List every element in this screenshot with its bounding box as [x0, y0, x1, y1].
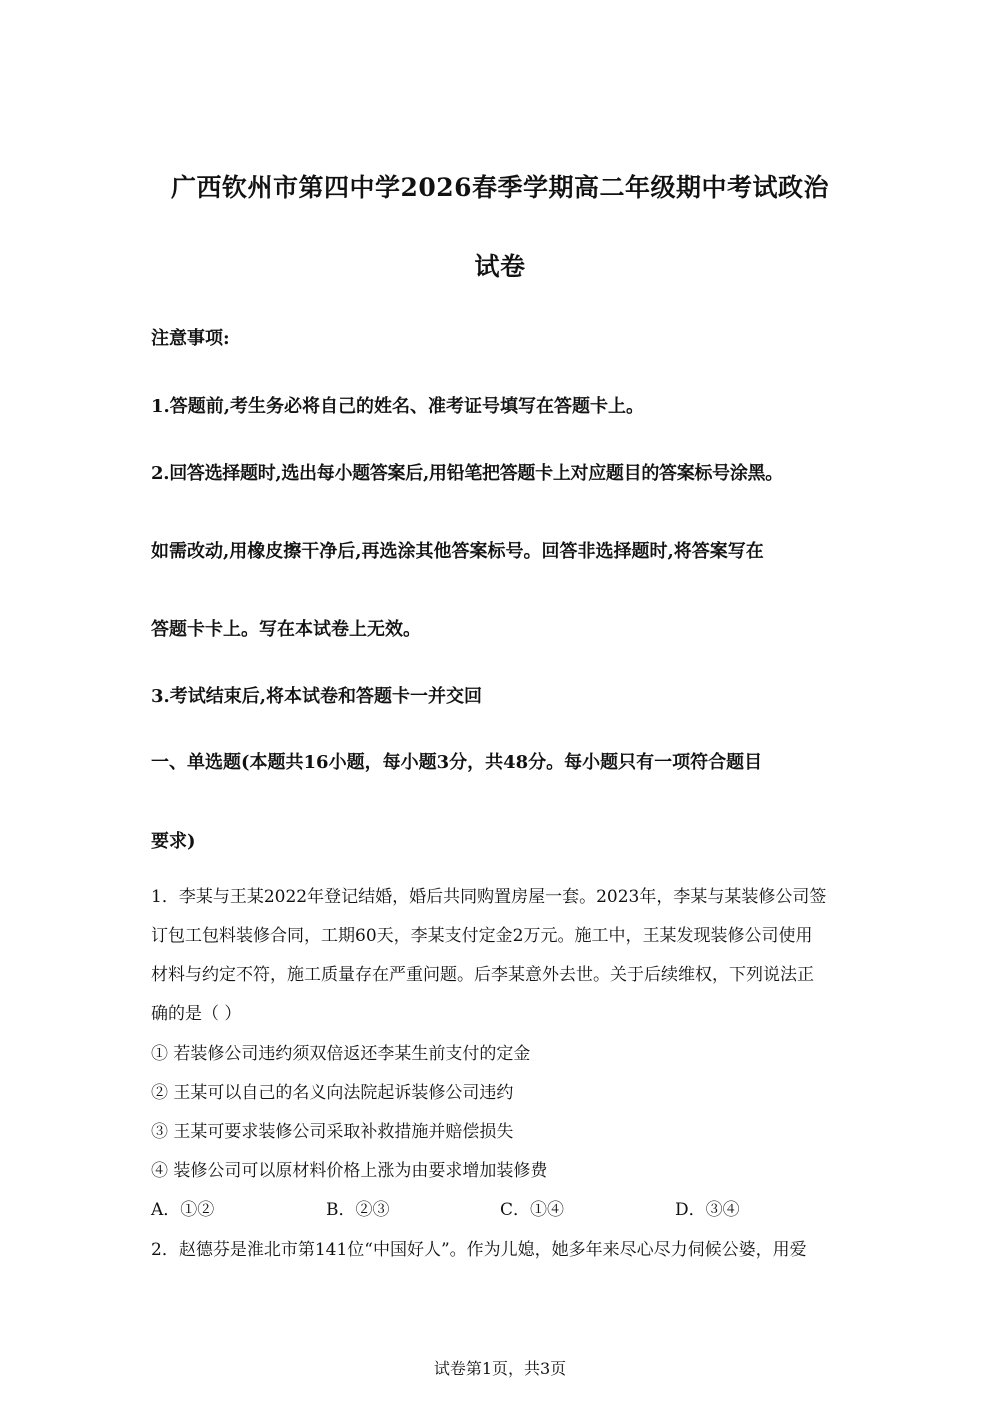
notice-item-2-line1: 2.回答选择题时,选出每小题答案后,用铅笔把答题卡上对应题目的答案标号涂黑。 — [151, 463, 783, 484]
section-heading-line1: 一、单选题(本题共16小题，每小题3分，共48分。每小题只有一项符合题目 — [151, 752, 763, 773]
question-1-line4: 确的是（ ） — [151, 1004, 242, 1024]
notice-item-1: 1.答题前,考生务必将自己的姓名、准考证号填写在答题卡上。 — [151, 396, 645, 417]
page-footer: 试卷第1页，共3页 — [433, 1359, 567, 1378]
notice-item-3: 3.考试结束后,将本试卷和答题卡一并交回 — [151, 686, 483, 707]
question-1-line2: 订包工包料装修合同，工期60天，李某支付定金2万元。施工中，王某发现装修公司使用 — [151, 926, 813, 946]
statement-3: ③ 王某可要求装修公司采取补救措施并赔偿损失 — [151, 1122, 514, 1142]
section-heading-line2: 要求) — [151, 831, 196, 852]
statement-1: ① 若装修公司违约须双倍返还李某生前支付的定金 — [151, 1044, 531, 1064]
question-1-line1: 1．李某与王某2022年登记结婚，婚后共同购置房屋一套。2023年，李某与某装修公司签 — [151, 887, 827, 907]
question-1-line3: 材料与约定不符，施工质量存在严重问题。后李某意外去世。关于后续维权，下列说法正 — [151, 965, 814, 985]
statement-2: ② 王某可以自己的名义向法院起诉装修公司违约 — [151, 1083, 514, 1103]
option-c: C．①④ — [500, 1200, 565, 1220]
notice-item-2-line2: 如需改动,用橡皮擦干净后,再选涂其他答案标号。回答非选择题时,将答案写在 — [151, 541, 764, 562]
exam-title-line2: 试卷 — [474, 252, 526, 281]
statement-4: ④ 装修公司可以原材料价格上涨为由要求增加装修费 — [151, 1161, 548, 1181]
option-d: D．③④ — [675, 1200, 740, 1220]
option-a: A．①② — [151, 1200, 215, 1220]
question-2-line1: 2．赵德芬是淮北市第141位“中国好人”。作为儿媳，她多年来尽心尽力伺候公婆，用爱 — [151, 1240, 807, 1260]
exam-title-line1: 广西钦州市第四中学2026春季学期高二年级期中考试政治 — [170, 173, 830, 202]
notice-heading: 注意事项: — [151, 328, 230, 349]
notice-item-2-line3: 答题卡卡上。写在本试卷上无效。 — [151, 619, 421, 640]
option-b: B．②③ — [326, 1200, 390, 1220]
